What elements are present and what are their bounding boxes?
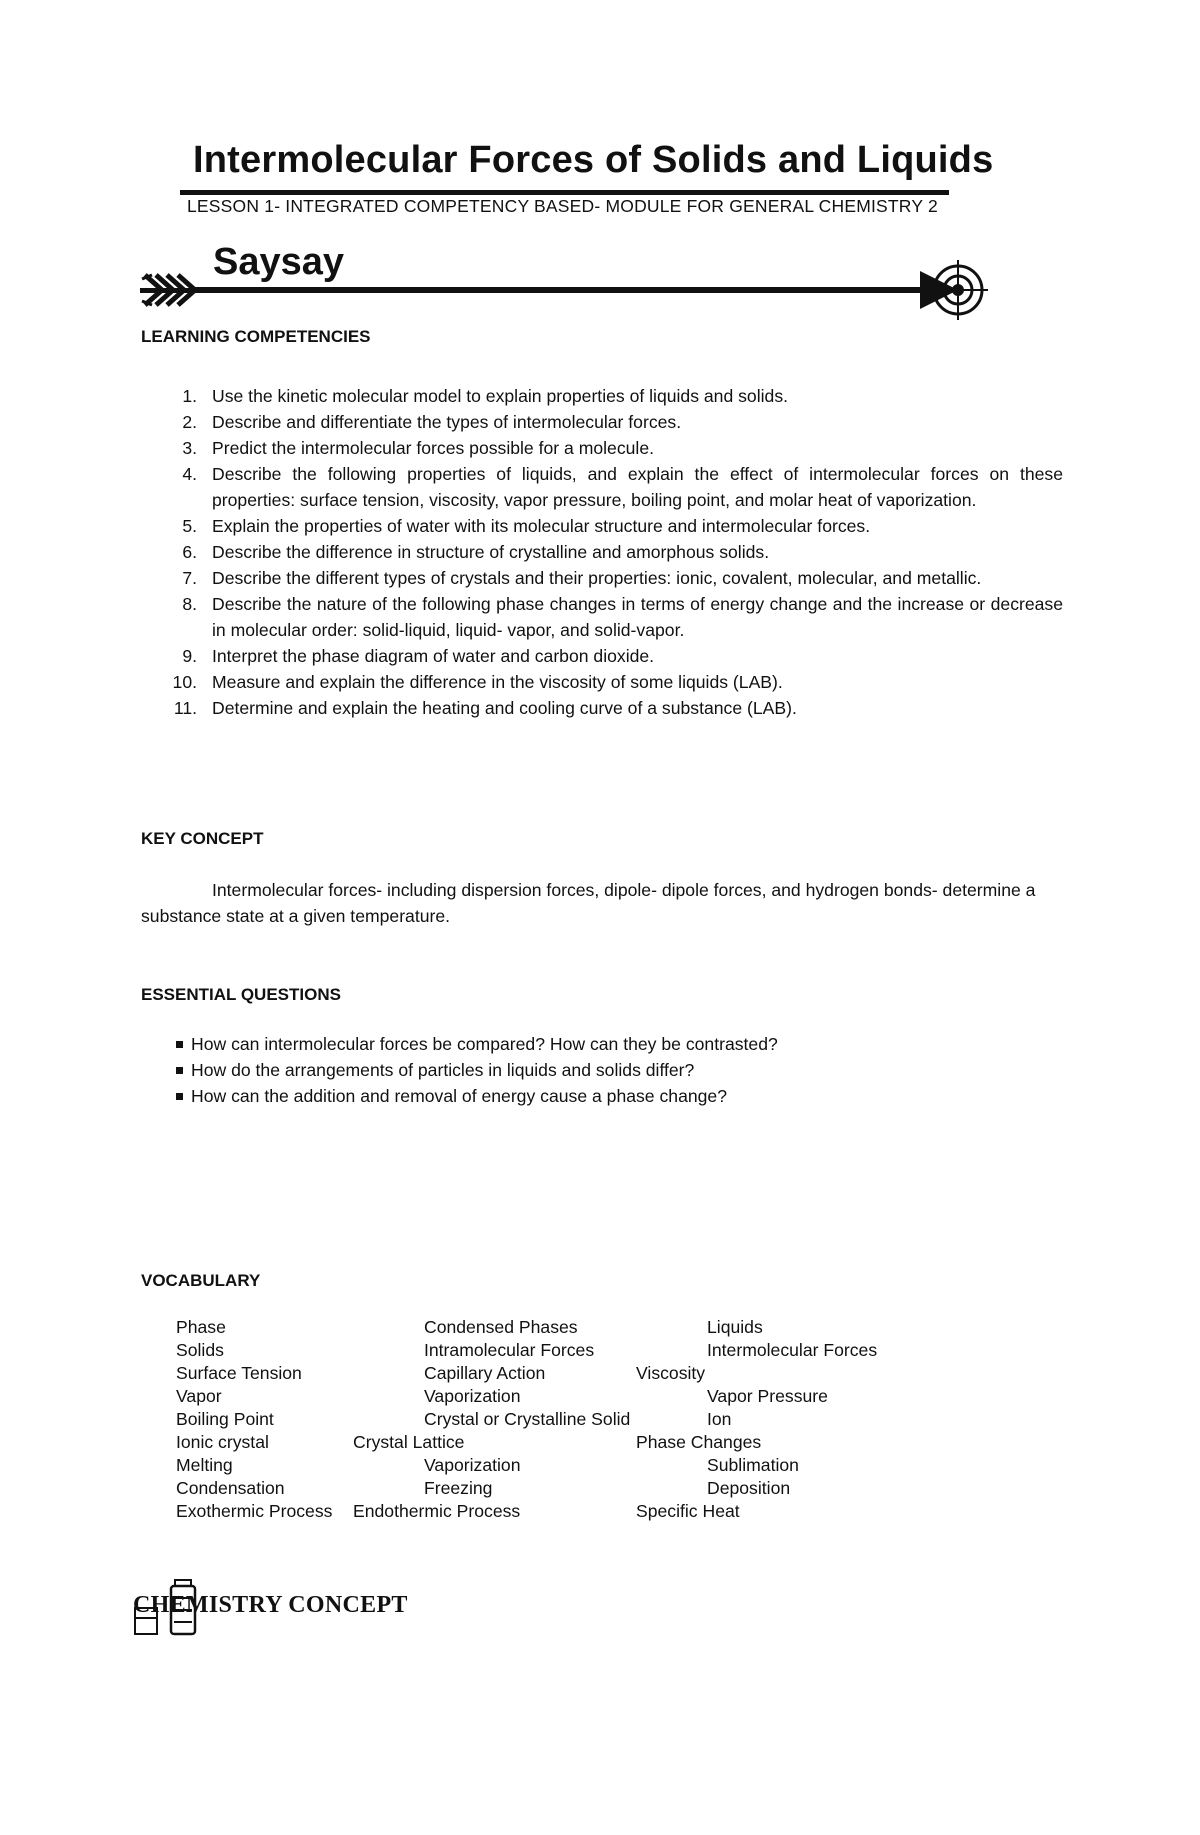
essential-questions-list — [173, 1031, 778, 1109]
vocabulary-grid — [0, 1317, 1200, 1537]
square-bullet-icon — [176, 1067, 183, 1074]
list-item: 2. Describe and differentiate the types of intermolecular forces. — [182, 412, 682, 432]
vocab-term: Intramolecular Forces — [424, 1340, 595, 1360]
list-item: 11. Determine and explain the heating and cooling curve of a substance (LAB). — [173, 698, 797, 718]
square-bullet-icon — [176, 1041, 183, 1048]
list-item: How can intermolecular forces be compared? How can they be contrasted? — [173, 1031, 778, 1057]
list-item: 8. Describe the nature of the following phase changes in terms of energy change and the increase or decrease in molecular order: solid-liquid, liquid- vapor, and solid-vapor. — [182, 594, 1063, 640]
list-item: 5. Explain the properties of water with its molecular structure and intermolecular forces. — [182, 516, 871, 536]
square-bullet-icon — [176, 1093, 183, 1100]
vocab-term: Boiling Point — [176, 1409, 274, 1429]
vocab-term: Phase Changes — [636, 1432, 762, 1452]
list-item: How can the addition and removal of energy cause a phase change? — [173, 1083, 778, 1109]
list-item: 10. Measure and explain the difference in the viscosity of some liquids (LAB). — [172, 672, 783, 692]
vocab-term: Vapor — [176, 1386, 222, 1406]
key-concept-heading: KEY CONCEPT — [141, 829, 264, 848]
list-item: How do the arrangements of particles in liquids and solids differ? — [173, 1057, 778, 1083]
vocab-term: Capillary Action — [424, 1363, 546, 1383]
vocab-term: Ion — [707, 1409, 732, 1429]
learning-competencies-heading: LEARNING COMPETENCIES — [141, 327, 371, 346]
vocab-term: Specific Heat — [636, 1501, 740, 1521]
competencies-list — [165, 383, 1063, 721]
list-item: 3. Predict the intermolecular forces possible for a molecule. — [182, 438, 654, 458]
vocab-term: Melting — [176, 1455, 233, 1475]
vocab-term: Viscosity — [636, 1363, 706, 1383]
vocab-term: Crystal or Crystalline Solid — [424, 1409, 631, 1429]
vocab-term: Condensation — [176, 1478, 285, 1498]
list-item: 6. Describe the difference in structure of crystalline and amorphous solids. — [182, 542, 770, 562]
list-item: 4. Describe the following properties of liquids, and explain the effect of intermolecular forces on these properties: surface tension, viscosity, vapor pressure, boiling point, and molar heat of vaporization. — [182, 464, 1063, 510]
vocab-term: Deposition — [707, 1478, 791, 1498]
list-item: 9. Interpret the phase diagram of water and carbon dioxide. — [182, 646, 655, 666]
vocab-term: Solids — [176, 1340, 224, 1360]
target-icon — [920, 260, 988, 320]
vocab-term: Vapor Pressure — [707, 1386, 828, 1406]
vocab-term: Intermolecular Forces — [707, 1340, 878, 1360]
arrow-fletching-icon — [140, 275, 200, 305]
vocab-term: Vaporization — [424, 1455, 521, 1475]
vocab-term: Vaporization — [424, 1386, 521, 1406]
vocab-term: Liquids — [707, 1317, 763, 1337]
vocab-term: Exothermic Process — [176, 1501, 333, 1521]
essential-questions-heading: ESSENTIAL QUESTIONS — [141, 985, 341, 1004]
vocab-term: Ionic crystal — [176, 1432, 269, 1452]
section-banner-label: Saysay — [213, 241, 345, 283]
vocab-term: Surface Tension — [176, 1363, 302, 1383]
page-title: Intermolecular Forces of Solids and Liquids — [193, 139, 994, 181]
vocab-term: Crystal Lattice — [353, 1432, 465, 1452]
vocab-term: Condensed Phases — [424, 1317, 578, 1337]
vocab-term: Freezing — [424, 1478, 493, 1498]
vocab-term: Phase — [176, 1317, 226, 1337]
arrow-shaft — [195, 287, 925, 293]
vocab-term: Endothermic Process — [353, 1501, 521, 1521]
title-underline — [180, 190, 949, 195]
vocab-term: Sublimation — [707, 1455, 799, 1475]
vocabulary-heading: VOCABULARY — [141, 1271, 261, 1290]
key-concept-text: Intermolecular forces- including dispersion forces, dipole- dipole forces, and hydrogen bonds- determine a substance state at a given temperature. — [141, 880, 1036, 926]
list-item: 7. Describe the different types of crystals and their properties: ionic, covalent, molecular, and metallic. — [182, 568, 982, 588]
footer-label: CHEMISTRY CONCEPT — [133, 1592, 408, 1618]
list-item: 1. Use the kinetic molecular model to explain properties of liquids and solids. — [182, 386, 789, 406]
lesson-subtitle: LESSON 1- INTEGRATED COMPETENCY BASED- MODULE FOR GENERAL CHEMISTRY 2 — [187, 196, 938, 216]
